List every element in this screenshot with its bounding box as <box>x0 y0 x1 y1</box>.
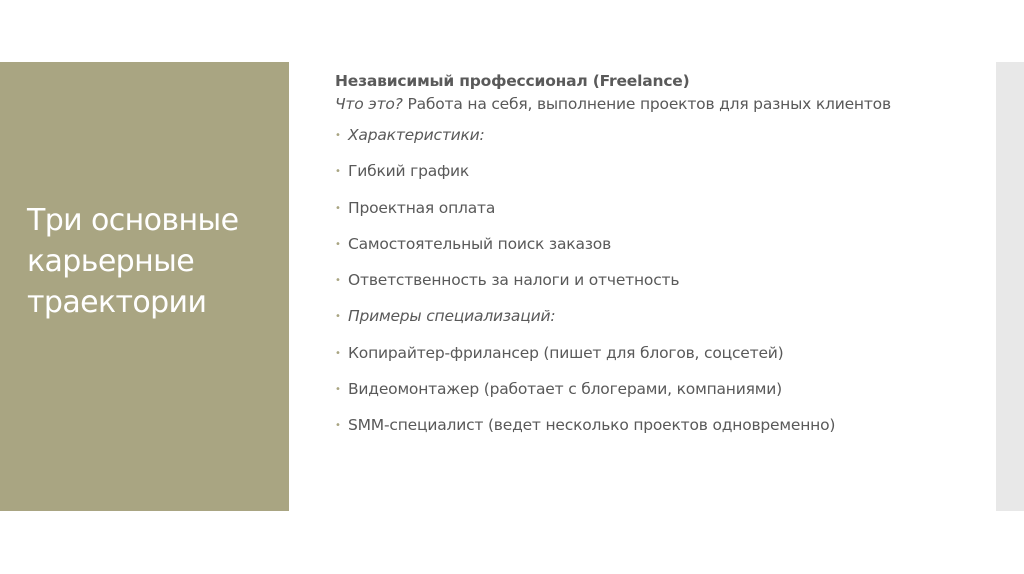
bullet-icon: • <box>335 275 341 287</box>
list-item <box>335 342 985 378</box>
intro-question: Что это? <box>335 95 403 113</box>
list-item <box>335 197 985 233</box>
intro-answer: Работа на себя, выполнение проектов для разных клиентов <box>402 95 891 113</box>
list-item-text: Самостоятельный поиск заказов <box>348 234 611 253</box>
bullet-icon: • <box>335 311 341 323</box>
list-item-text: Проектная оплата <box>348 198 496 217</box>
bullet-icon: • <box>335 420 341 432</box>
bullet-icon: • <box>335 238 341 250</box>
list-item-text: Ответственность за налоги и отчетность <box>348 271 680 290</box>
bullet-icon: • <box>335 130 341 141</box>
list-item-text: SMM-специалист (ведет несколько проектов одновременно) <box>348 416 836 435</box>
list-item <box>335 269 985 305</box>
bullet-icon: • <box>335 347 341 359</box>
list-item-text: Характеристики: <box>348 126 485 144</box>
bullet-icon: • <box>335 384 341 396</box>
list-item-text: Гибкий график <box>348 162 470 181</box>
bullet-icon: • <box>335 202 341 214</box>
list-item-text: Примеры специализаций: <box>348 307 556 326</box>
bullet-list <box>335 124 985 451</box>
list-item <box>335 414 985 450</box>
scroll-strip <box>996 62 1024 511</box>
section-heading: Независимый профессионал (Freelance) <box>335 72 690 90</box>
list-item-text: Копирайтер-фрилансер (пишет для блогов, соцсетей) <box>348 343 784 362</box>
list-item <box>335 160 985 196</box>
slide-title: Три основные карьерные траектории <box>27 203 239 320</box>
list-item <box>335 124 985 160</box>
list-item <box>335 233 985 269</box>
content-area <box>335 70 985 451</box>
list-item-text: Видеомонтажер (работает с блогерами, компаниями) <box>348 380 782 399</box>
intro-text <box>335 93 985 116</box>
list-item <box>335 378 985 414</box>
bullet-icon: • <box>335 166 341 178</box>
list-item <box>335 305 985 341</box>
